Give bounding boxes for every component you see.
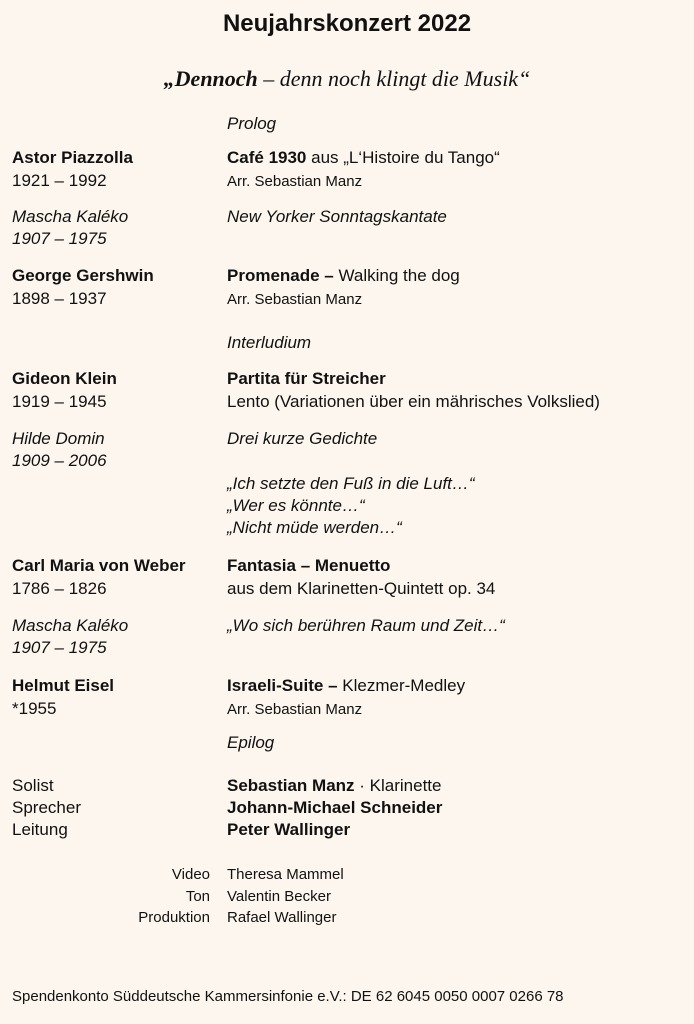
poem-title: „Wer es könnte…“	[227, 496, 365, 515]
work-title-bold: Café 1930	[227, 148, 307, 167]
poem-title: „Nicht müde werden…“	[227, 518, 402, 537]
poem-title: „Wo sich berühren Raum und Zeit…“	[227, 616, 505, 635]
work-title: Partita für Streicher	[227, 369, 386, 388]
composer-name: Carl Maria von Weber	[12, 556, 186, 575]
poet-years: 1907 – 1975	[12, 638, 107, 657]
poet-years: 1909 – 2006	[12, 451, 107, 470]
page-title: Neujahrskonzert 2022	[222, 10, 472, 37]
credit-role: Produktion	[138, 909, 210, 926]
poet-name: Mascha Kaléko	[12, 616, 129, 635]
poem-collection-title: Drei kurze Gedichte	[227, 429, 378, 448]
credit-role: Ton	[185, 888, 210, 905]
work-title	[227, 265, 460, 287]
credit-role: Video	[171, 866, 210, 883]
performer-instrument: · Klarinette	[354, 776, 442, 795]
poem-title: New Yorker Sonntagskantate	[227, 207, 447, 226]
credit-name: Rafael Wallinger	[227, 909, 337, 926]
composer-years: 1786 – 1826	[12, 579, 107, 598]
poet-name: Hilde Domin	[12, 429, 105, 448]
bank-account-footer: Spendenkonto Süddeutsche Kammersinfonie e.V.: DE 62 6045 0050 0007 0266 78	[12, 988, 564, 1005]
arranger: Arr. Sebastian Manz	[227, 701, 363, 718]
credit-name: Valentin Becker	[227, 888, 331, 905]
performer-name: Peter Wallinger	[227, 820, 351, 839]
performer-role: Sprecher	[12, 798, 81, 817]
work-title-rest: aus „L‘Histoire du Tango“	[306, 148, 500, 167]
work-detail: Lento (Variationen über ein mährisches Volkslied)	[227, 392, 600, 411]
composer-years: *1955	[12, 699, 57, 718]
performer-name: Johann-Michael Schneider	[227, 798, 443, 817]
performer-name-bold: Sebastian Manz	[227, 776, 355, 795]
performer-name	[227, 775, 441, 797]
section-interludium: Interludium	[227, 333, 312, 352]
poet-years: 1907 – 1975	[12, 229, 107, 248]
credit-name: Theresa Mammel	[227, 866, 344, 883]
poem-title: „Ich setzte den Fuß in die Luft…“	[227, 474, 475, 493]
composer-years: 1919 – 1945	[12, 392, 107, 411]
work-title-bold: Promenade –	[227, 266, 334, 285]
work-detail: aus dem Klarinetten-Quintett op. 34	[227, 579, 496, 598]
motto-rest: – denn noch klingt die Musik“	[257, 66, 531, 91]
composer-name: Astor Piazzolla	[12, 148, 133, 167]
motto-bold: „Dennoch	[163, 66, 258, 91]
composer-name: Gideon Klein	[12, 369, 117, 388]
performer-role: Leitung	[12, 820, 68, 839]
composer-name: George Gershwin	[12, 266, 154, 285]
work-title-rest: Walking the dog	[333, 266, 460, 285]
work-title	[227, 147, 500, 169]
concert-motto	[0, 66, 694, 92]
poet-name: Mascha Kaléko	[12, 207, 129, 226]
composer-years: 1898 – 1937	[12, 289, 107, 308]
work-title-bold: Israeli-Suite –	[227, 676, 338, 695]
arranger: Arr. Sebastian Manz	[227, 173, 363, 190]
composer-years: 1921 – 1992	[12, 171, 107, 190]
work-title	[227, 675, 465, 697]
performer-role: Solist	[12, 776, 54, 795]
work-title: Fantasia – Menuetto	[227, 556, 391, 575]
section-prolog: Prolog	[227, 114, 277, 133]
composer-name: Helmut Eisel	[12, 676, 115, 695]
work-title-rest: Klezmer-Medley	[337, 676, 466, 695]
arranger: Arr. Sebastian Manz	[227, 291, 363, 308]
section-epilog: Epilog	[227, 733, 275, 752]
